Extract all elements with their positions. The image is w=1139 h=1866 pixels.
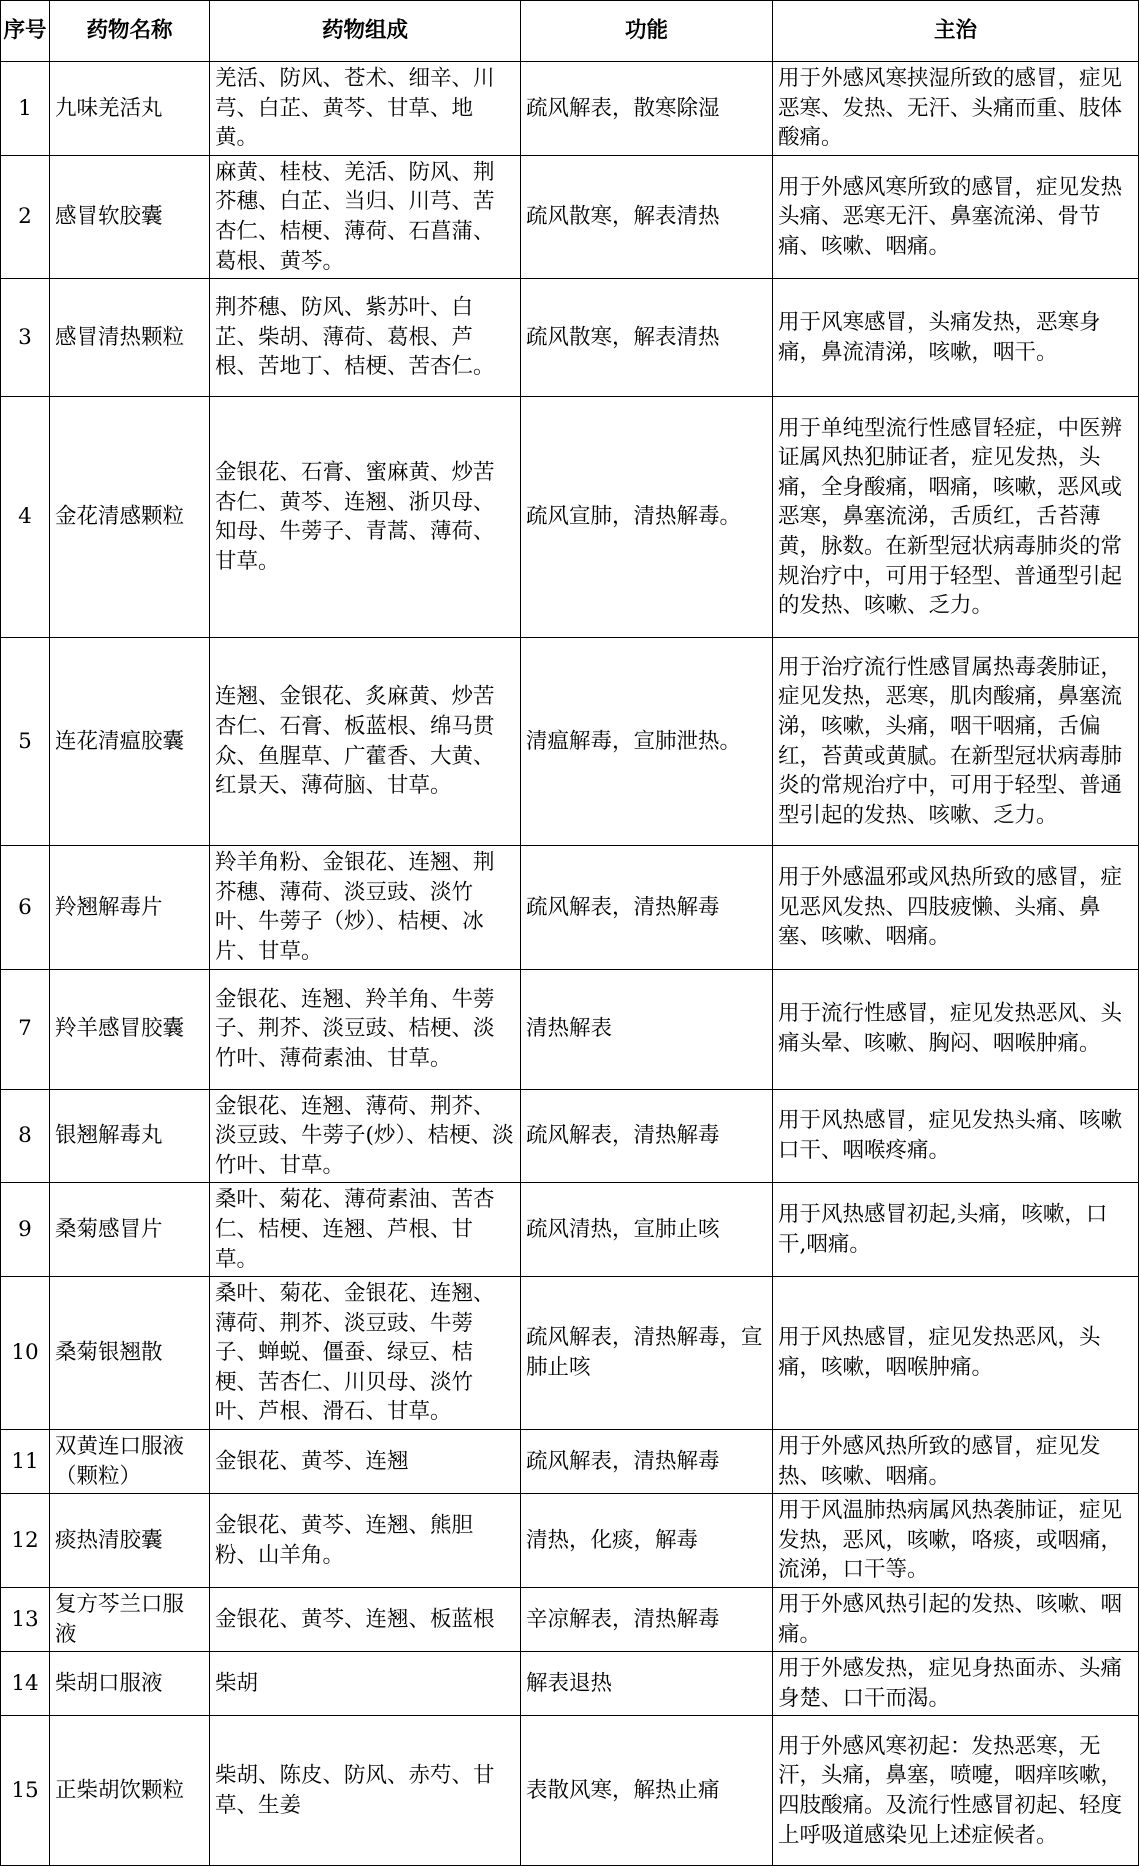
medicine-function: 疏风解表，清热解毒，宣肺止咳 (521, 1277, 773, 1430)
medicine-indication: 用于流行性感冒，症见发热恶风、头痛头晕、咳嗽、胸闷、咽喉肿痛。 (773, 969, 1139, 1089)
row-index: 3 (1, 279, 50, 397)
medicine-indication: 用于风温肺热病属风热袭肺证，症见发热，恶风，咳嗽，咯痰，或咽痛，流涕，口干等。 (773, 1494, 1139, 1588)
medicine-indication: 用于外感风寒所致的感冒，症见发热头痛、恶寒无汗、鼻塞流涕、骨节痛、咳嗽、咽痛。 (773, 155, 1139, 278)
row-index: 4 (1, 397, 50, 638)
medicine-composition: 金银花、黄芩、连翘、板蓝根 (210, 1588, 521, 1652)
medicine-composition: 金银花、连翘、羚羊角、牛蒡子、荆芥、淡豆豉、桔梗、淡竹叶、薄荷素油、甘草。 (210, 969, 521, 1089)
medicine-function: 疏风宣肺，清热解毒。 (521, 397, 773, 638)
header-indication: 主治 (773, 1, 1139, 62)
medicine-name: 桑菊银翘散 (50, 1277, 210, 1430)
table-row (1, 1089, 1139, 1183)
medicine-composition: 柴胡、陈皮、防风、赤芍、甘草、生姜 (210, 1716, 521, 1866)
medicine-function: 疏风清热，宣肺止咳 (521, 1183, 773, 1277)
row-index: 6 (1, 846, 50, 969)
medicine-name: 九味羌活丸 (50, 62, 210, 156)
table-row (1, 1652, 1139, 1716)
row-index: 15 (1, 1716, 50, 1866)
medicine-name: 桑菊感冒片 (50, 1183, 210, 1277)
medicine-function: 清热，化痰，解毒 (521, 1494, 773, 1588)
medicine-function: 疏风解表，清热解毒 (521, 846, 773, 969)
table-row (1, 62, 1139, 156)
row-index: 8 (1, 1089, 50, 1183)
medicine-composition: 金银花、连翘、薄荷、荆芥、淡豆豉、牛蒡子(炒）、桔梗、淡竹叶、甘草。 (210, 1089, 521, 1183)
medicine-composition: 羌活、防风、苍术、细辛、川芎、白芷、黄芩、甘草、地黄。 (210, 62, 521, 156)
medicine-name: 双黄连口服液（颗粒） (50, 1430, 210, 1494)
medicine-composition: 金银花、黄芩、连翘 (210, 1430, 521, 1494)
table-row (1, 969, 1139, 1089)
medicine-indication: 用于风寒感冒，头痛发热，恶寒身痛，鼻流清涕，咳嗽，咽干。 (773, 279, 1139, 397)
medicine-function: 疏风解表，散寒除湿 (521, 62, 773, 156)
row-index: 12 (1, 1494, 50, 1588)
medicine-indication: 用于外感风热引起的发热、咳嗽、咽痛。 (773, 1588, 1139, 1652)
medicine-name: 正柴胡饮颗粒 (50, 1716, 210, 1866)
table-row (1, 1277, 1139, 1430)
medicine-name: 连花清瘟胶囊 (50, 638, 210, 846)
medicine-indication: 用于治疗流行性感冒属热毒袭肺证，症见发热，恶寒，肌肉酸痛，鼻塞流涕，咳嗽，头痛，咽干咽痛，舌偏红，苔黄或黄腻。在新型冠状病毒肺炎的常规治疗中，可用于轻型、普通型引起的发热、咳嗽、乏力。 (773, 638, 1139, 846)
medicine-composition: 金银花、黄芩、连翘、熊胆粉、山羊角。 (210, 1494, 521, 1588)
medicine-function: 表散风寒，解热止痛 (521, 1716, 773, 1866)
table-row (1, 638, 1139, 846)
medicine-indication: 用于风热感冒，症见发热头痛、咳嗽口干、咽喉疼痛。 (773, 1089, 1139, 1183)
medicine-composition: 柴胡 (210, 1652, 521, 1716)
row-index: 10 (1, 1277, 50, 1430)
medicine-function: 疏风解表，清热解毒 (521, 1089, 773, 1183)
header-row (1, 1, 1139, 62)
medicine-composition: 荆芥穗、防风、紫苏叶、白芷、柴胡、薄荷、葛根、芦根、苦地丁、桔梗、苦杏仁。 (210, 279, 521, 397)
medicine-function: 解表退热 (521, 1652, 773, 1716)
medicine-indication: 用于外感风寒挟湿所致的感冒，症见恶寒、发热、无汗、头痛而重、肢体酸痛。 (773, 62, 1139, 156)
row-index: 7 (1, 969, 50, 1089)
medicine-composition: 连翘、金银花、炙麻黄、炒苦杏仁、石膏、板蓝根、绵马贯众、鱼腥草、广藿香、大黄、红景天、薄荷脑、甘草。 (210, 638, 521, 846)
medicine-indication: 用于外感风寒初起：发热恶寒，无汗，头痛，鼻塞，喷嚏，咽痒咳嗽，四肢酸痛。及流行性感冒初起、轻度上呼吸道感染见上述症候者。 (773, 1716, 1139, 1866)
medicine-function: 辛凉解表，清热解毒 (521, 1588, 773, 1652)
medicine-indication: 用于风热感冒，症见发热恶风，头痛，咳嗽，咽喉肿痛。 (773, 1277, 1139, 1430)
row-index: 11 (1, 1430, 50, 1494)
table-row (1, 1716, 1139, 1866)
header-function: 功能 (521, 1, 773, 62)
table-row (1, 155, 1139, 278)
header-name: 药物名称 (50, 1, 210, 62)
medicine-name: 复方芩兰口服液 (50, 1588, 210, 1652)
row-index: 14 (1, 1652, 50, 1716)
medicine-function: 疏风散寒，解表清热 (521, 279, 773, 397)
table-row (1, 397, 1139, 638)
row-index: 2 (1, 155, 50, 278)
table-row (1, 1494, 1139, 1588)
medicine-indication: 用于风热感冒初起,头痛，咳嗽，口干,咽痛。 (773, 1183, 1139, 1277)
medicine-name: 羚翘解毒片 (50, 846, 210, 969)
row-index: 5 (1, 638, 50, 846)
medicine-indication: 用于外感风热所致的感冒，症见发热、咳嗽、咽痛。 (773, 1430, 1139, 1494)
medicine-name: 感冒清热颗粒 (50, 279, 210, 397)
medicine-name: 银翘解毒丸 (50, 1089, 210, 1183)
row-index: 13 (1, 1588, 50, 1652)
medicine-name: 痰热清胶囊 (50, 1494, 210, 1588)
medicine-indication: 用于外感温邪或风热所致的感冒，症见恶风发热、四肢疲懒、头痛、鼻塞、咳嗽、咽痛。 (773, 846, 1139, 969)
table-row (1, 1183, 1139, 1277)
table-row (1, 846, 1139, 969)
medicine-composition: 桑叶、菊花、薄荷素油、苦杏仁、桔梗、连翘、芦根、甘草。 (210, 1183, 521, 1277)
medicine-name: 感冒软胶囊 (50, 155, 210, 278)
medicine-composition: 羚羊角粉、金银花、连翘、荆芥穗、薄荷、淡豆豉、淡竹叶、牛蒡子（炒）、桔梗、冰片、甘草。 (210, 846, 521, 969)
table-row (1, 279, 1139, 397)
medicine-indication: 用于外感发热，症见身热面赤、头痛身楚、口干而渴。 (773, 1652, 1139, 1716)
table-row (1, 1430, 1139, 1494)
medicine-composition: 桑叶、菊花、金银花、连翘、薄荷、荆芥、淡豆豉、牛蒡子、蝉蜕、僵蚕、绿豆、桔梗、苦杏仁、川贝母、淡竹叶、芦根、滑石、甘草。 (210, 1277, 521, 1430)
medicine-name: 羚羊感冒胶囊 (50, 969, 210, 1089)
medicine-function: 疏风解表，清热解毒 (521, 1430, 773, 1494)
medicine-composition: 金银花、石膏、蜜麻黄、炒苦杏仁、黄芩、连翘、浙贝母、知母、牛蒡子、青蒿、薄荷、甘草。 (210, 397, 521, 638)
medicine-function: 清热解表 (521, 969, 773, 1089)
header-composition: 药物组成 (210, 1, 521, 62)
medicine-name: 金花清感颗粒 (50, 397, 210, 638)
row-index: 9 (1, 1183, 50, 1277)
table-row (1, 1588, 1139, 1652)
medicine-indication: 用于单纯型流行性感冒轻症，中医辨证属风热犯肺证者，症见发热，头痛，全身酸痛，咽痛，咳嗽，恶风或恶寒，鼻塞流涕，舌质红，舌苔薄黄，脉数。在新型冠状病毒肺炎的常规治疗中，可用于轻型、普通型引起的发热、咳嗽、乏力。 (773, 397, 1139, 638)
medicine-composition: 麻黄、桂枝、羌活、防风、荆芥穗、白芷、当归、川芎、苦杏仁、桔梗、薄荷、石菖蒲、葛根、黄芩。 (210, 155, 521, 278)
medicine-function: 清瘟解毒，宣肺泄热。 (521, 638, 773, 846)
row-index: 1 (1, 62, 50, 156)
medicine-name: 柴胡口服液 (50, 1652, 210, 1716)
header-index: 序号 (1, 1, 50, 62)
medicine-function: 疏风散寒，解表清热 (521, 155, 773, 278)
